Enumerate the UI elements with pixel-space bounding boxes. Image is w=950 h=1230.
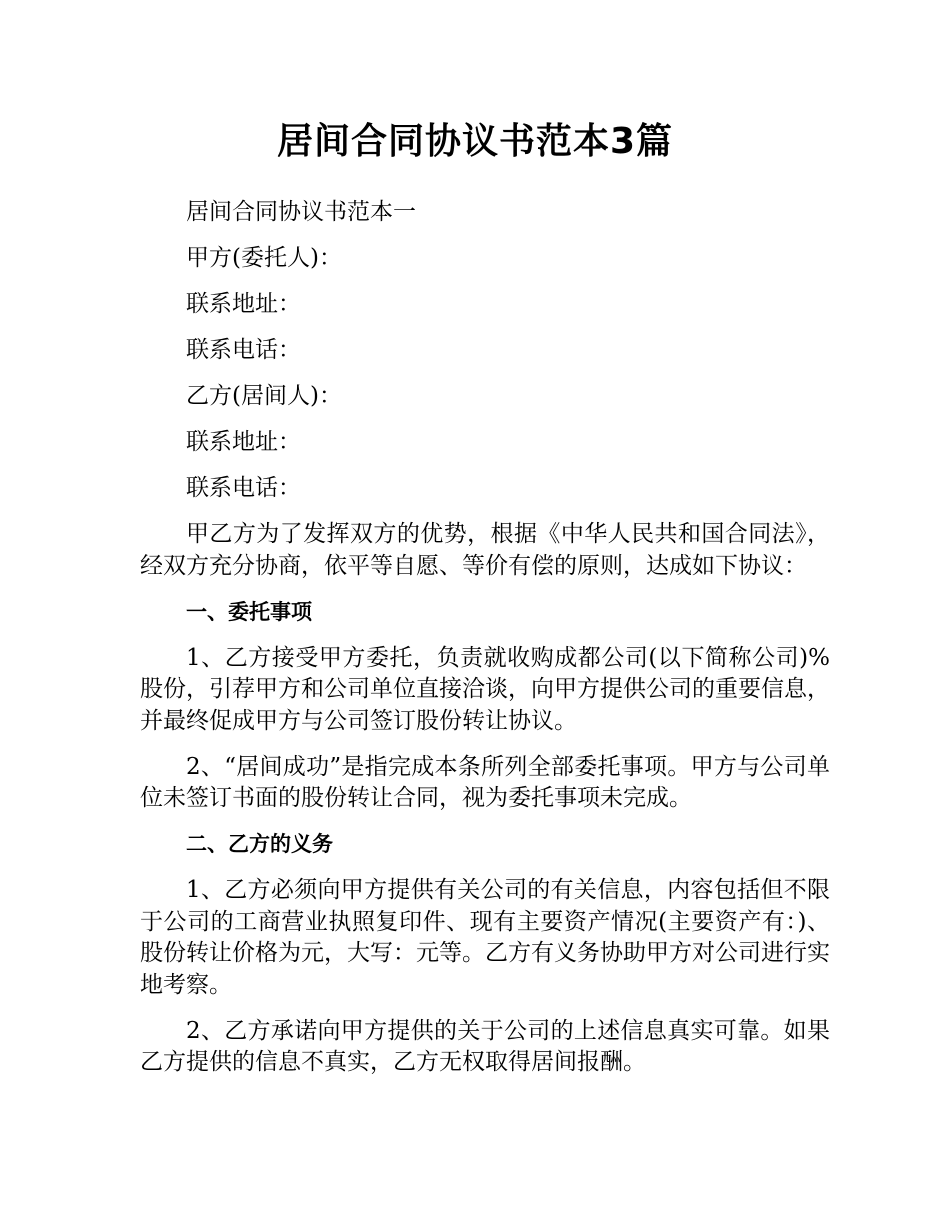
party-b-address: 联系地址： xyxy=(186,429,301,455)
clause-paragraph: 1、乙方接受甲方委托，负责就收购成都公司(以下简称公司)%股份，引荐甲方和公司单位直接洽谈，向甲方提供公司的重要信息，并最终促成甲方与公司签订股份转让协议。 xyxy=(140,644,830,734)
party-a-label: 甲方(委托人)： xyxy=(186,245,342,271)
document-title: 居间合同协议书范本3篇 xyxy=(276,121,674,162)
clause-paragraph: 2、乙方承诺向甲方提供的关于公司的上述信息真实可靠。如果乙方提供的信息不真实，乙方无权取得居间报酬。 xyxy=(140,1017,830,1075)
clause-paragraph: 1、乙方必须向甲方提供有关公司的有关信息，内容包括但不限于公司的工商营业执照复印件、现有主要资产情况(主要资产有：)、股份转让价格为元，大写：元等。乙方有义务协助甲方对公司进行实地考察。 xyxy=(140,877,830,998)
section-heading-entrusted-matters: 一、委托事项 xyxy=(186,599,312,624)
party-a-address: 联系地址： xyxy=(186,291,301,317)
party-b-phone: 联系电话： xyxy=(186,475,301,501)
party-b-label: 乙方(居间人)： xyxy=(186,383,342,409)
document-body xyxy=(140,197,830,1093)
clause-paragraph: 2、“居间成功”是指完成本条所列全部委托事项。甲方与公司单位未签订书面的股份转让合同，视为委托事项未完成。 xyxy=(140,753,830,811)
section-subtitle: 居间合同协议书范本一 xyxy=(186,199,416,225)
preamble-paragraph: 甲乙方为了发挥双方的优势，根据《中华人民共和国合同法》，经双方充分协商，依平等自愿、等价有偿的原则，达成如下协议： xyxy=(140,521,830,579)
party-a-phone: 联系电话： xyxy=(186,337,301,363)
section-heading-party-b-obligations: 二、乙方的义务 xyxy=(186,832,333,856)
